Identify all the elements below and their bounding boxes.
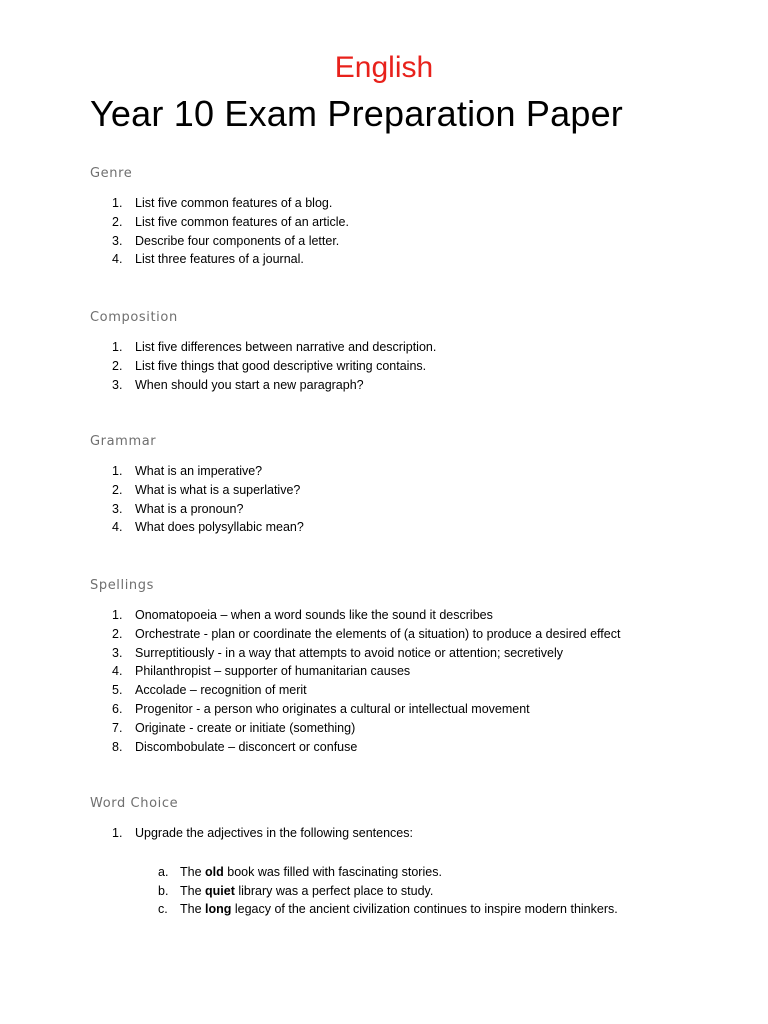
- item-number: 2.: [112, 358, 123, 373]
- list-item: [90, 824, 730, 843]
- section-heading: Composition: [90, 310, 178, 325]
- item-number: 4.: [112, 664, 123, 679]
- list-item: [90, 250, 730, 269]
- section-word-choice: [90, 796, 730, 919]
- item-number: 1.: [112, 196, 123, 210]
- item-text: Progenitor - a person who originates a cultural or intellectual movement: [135, 701, 530, 716]
- section-grammar: [90, 434, 730, 537]
- question-list: [90, 338, 730, 394]
- list-item: [90, 500, 730, 519]
- item-number: 5.: [112, 683, 123, 698]
- question-list: [90, 606, 730, 756]
- sentence-before: The: [180, 902, 206, 917]
- sentence-item: [90, 863, 730, 882]
- document-title: Year 10 Exam Preparation Paper: [90, 93, 623, 134]
- item-number: 3.: [112, 233, 123, 248]
- section-heading: Word Choice: [90, 796, 179, 811]
- list-item: [90, 376, 730, 395]
- list-item: [90, 232, 730, 251]
- question-list: [90, 194, 730, 269]
- list-item: [90, 213, 730, 232]
- item-text: List three features of a journal.: [135, 252, 304, 267]
- item-number: 1.: [112, 608, 123, 622]
- item-text: What does polysyllabic mean?: [135, 520, 304, 535]
- list-item: [90, 738, 730, 757]
- item-number: 1.: [112, 464, 123, 478]
- list-item: [90, 644, 730, 663]
- item-text: Upgrade the adjectives in the following sentences:: [135, 826, 413, 840]
- item-text: Surreptitiously - in a way that attempts to avoid notice or attention; secretively: [135, 645, 563, 660]
- sentence-after: book was filled with fascinating stories.: [223, 864, 442, 879]
- list-item: [90, 625, 730, 644]
- list-item: [90, 681, 730, 700]
- target-adjective: quiet: [205, 883, 235, 898]
- item-text: List five common features of an article.: [135, 214, 349, 229]
- item-number: 7.: [112, 720, 123, 735]
- section-heading: Grammar: [90, 434, 157, 449]
- item-text: Philanthropist – supporter of humanitarian causes: [135, 664, 411, 679]
- item-number: 3.: [112, 645, 123, 660]
- item-text: List five things that good descriptive writing contains.: [135, 358, 427, 373]
- item-number: 2.: [112, 482, 123, 497]
- list-item: [90, 462, 730, 481]
- sentence-after: library was a perfect place to study.: [234, 883, 434, 898]
- item-text: When should you start a new paragraph?: [135, 377, 364, 392]
- item-text: What is what is a superlative?: [135, 482, 301, 497]
- item-number: 1.: [112, 826, 123, 840]
- sentence-before: The: [180, 883, 206, 898]
- list-item: [90, 338, 730, 357]
- item-number: 2.: [112, 626, 123, 641]
- sub-item-letter: c.: [158, 902, 168, 917]
- sentence-before: The: [180, 864, 206, 879]
- question-list: [90, 824, 730, 843]
- sentence-sublist: [90, 863, 730, 919]
- section-genre: [90, 166, 730, 269]
- sentence-item: [90, 882, 730, 901]
- item-number: 4.: [112, 252, 123, 267]
- item-text: Describe four components of a letter.: [135, 233, 340, 248]
- item-number: 3.: [112, 501, 123, 516]
- item-number: 3.: [112, 377, 123, 392]
- item-text: Originate - create or initiate (something): [135, 720, 356, 735]
- section-composition: [90, 310, 730, 394]
- list-item: [90, 700, 730, 719]
- section-spellings: [90, 578, 730, 756]
- item-number: 6.: [112, 701, 123, 716]
- list-item: [90, 357, 730, 376]
- item-text: What is a pronoun?: [135, 501, 244, 516]
- list-item: [90, 518, 730, 537]
- list-item: [90, 606, 730, 625]
- item-number: 4.: [112, 520, 123, 535]
- sentence-item: [90, 900, 730, 919]
- list-item: [90, 662, 730, 681]
- sentence-after: legacy of the ancient civilization continues to inspire modern thinkers.: [231, 902, 618, 917]
- list-item: [90, 194, 730, 213]
- item-text: List five common features of a blog.: [135, 196, 333, 210]
- section-heading: Spellings: [90, 578, 155, 593]
- list-item: [90, 481, 730, 500]
- item-text: Accolade – recognition of merit: [135, 683, 307, 698]
- list-item: [90, 719, 730, 738]
- sub-item-letter: a.: [158, 864, 169, 879]
- sub-item-letter: b.: [158, 883, 169, 898]
- target-adjective: long: [205, 902, 232, 917]
- subject-heading: English: [334, 51, 434, 84]
- item-number: 8.: [112, 739, 123, 754]
- item-number: 2.: [112, 214, 123, 229]
- question-list: [90, 462, 730, 537]
- target-adjective: old: [205, 864, 224, 879]
- item-number: 1.: [112, 340, 123, 354]
- item-text: Orchestrate - plan or coordinate the elements of (a situation) to produce a desired effect: [135, 626, 621, 641]
- section-heading: Genre: [90, 166, 133, 181]
- item-text: List five differences between narrative and description.: [135, 340, 437, 354]
- item-text: Discombobulate – disconcert or confuse: [135, 739, 358, 754]
- item-text: What is an imperative?: [135, 464, 263, 478]
- item-text: Onomatopoeia – when a word sounds like the sound it describes: [135, 608, 493, 622]
